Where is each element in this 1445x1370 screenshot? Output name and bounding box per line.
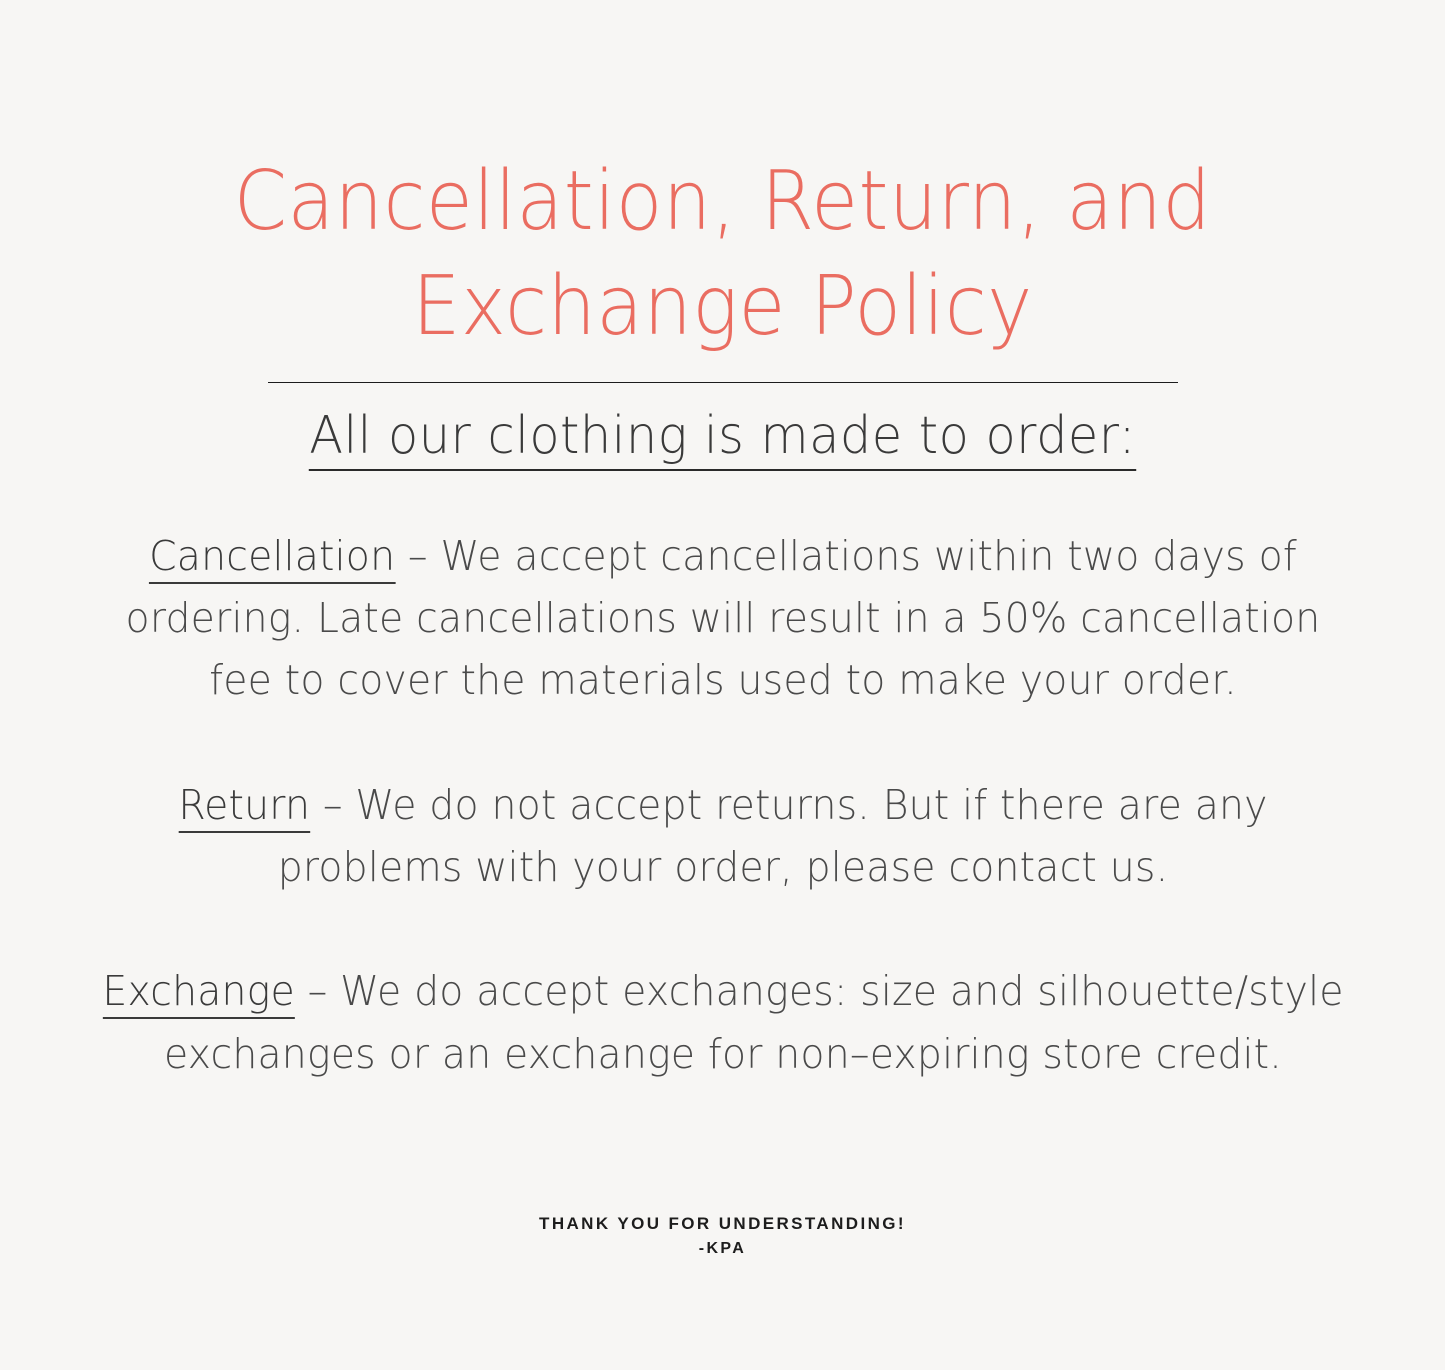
policy-section-return — [99, 774, 1347, 899]
subtitle — [105, 407, 1341, 467]
section-dash-exchange: – — [294, 967, 340, 1016]
section-text-return: We do not accept returns. But if there are any problems with your order, please contact us. — [277, 780, 1268, 891]
section-lead-cancellation: Cancellation — [149, 532, 395, 584]
subtitle-text: All our clothing is made to order: — [309, 406, 1136, 471]
policy-sections — [72, 525, 1373, 1085]
section-text-cancellation: We accept cancellations within two days of ordering. Late cancellations will result in a 50% cancellation fee to cover the materials used to make your order. — [125, 531, 1320, 705]
horizontal-divider — [268, 382, 1178, 383]
footer — [0, 1214, 1445, 1258]
policy-section-exchange — [99, 960, 1347, 1085]
policy-section-cancellation — [99, 525, 1347, 712]
section-lead-return: Return — [178, 781, 310, 833]
section-dash-cancellation: – — [394, 531, 441, 580]
footer-signature: -KPA — [698, 1240, 747, 1257]
footer-thank-you: THANK YOU FOR UNDERSTANDING! — [539, 1214, 906, 1233]
page-title: Cancellation, Return, and Exchange Policy — [233, 154, 1212, 354]
section-lead-exchange: Exchange — [102, 967, 294, 1019]
title-divider-wrapper — [72, 382, 1373, 383]
section-dash-return: – — [309, 780, 355, 829]
section-text-exchange: We do accept exchanges: size and silhouette/style exchanges or an exchange for non–expiring store credit. — [163, 967, 1344, 1078]
